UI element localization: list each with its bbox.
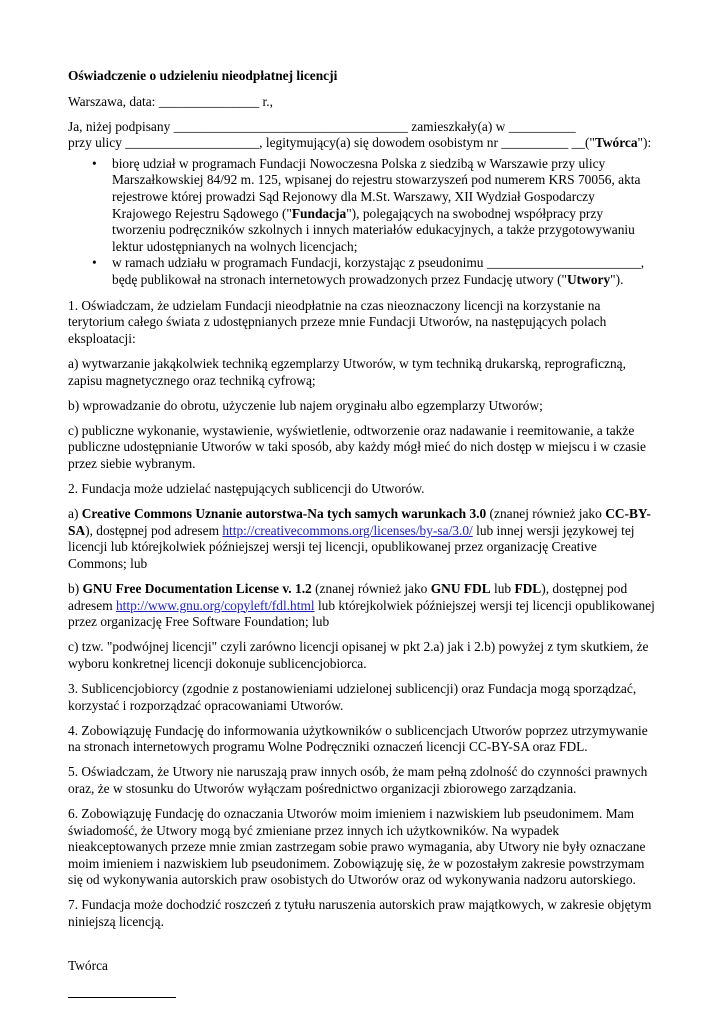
document-title: Oświadczenie o udzieleniu nieodpłatnej licencji [68,68,338,83]
signature-spacer [68,939,657,958]
section-3: 3. Sublicencjobiorcy (zgodnie z postanowieniami udzielonej sublicencji) oraz Fundacja mogą sporządzać, korzystać i rozporządzać opracowaniami Utworów. [68,680,637,713]
bullet-2-text-start: w ramach udziału w programach Fundacji, korzystając z pseudonimu _______________________, będę publikował na stronach internetowych prowadzonych przez Fundację utwory (" [112,255,645,288]
section-7: 7. Fundacja może dochodzić roszczeń z tytułu naruszenia autorskich praw majątkowych, w zakresie objętym niniejszą licencją. [68,897,652,930]
section-2b-text-1: (znanej również jako [311,580,431,596]
bullet-item-foundation [112,156,657,256]
section-2c: c) tzw. "podwójnej licencji" czyli zarówno licencji opisanej w pkt 2.a) jak i 2.b) powyżej z tym skutkiem, że wyboru konkretnej licencji dokonuje sublicencjobiorca. [68,639,649,671]
bullet-item-works [112,255,657,288]
creator-term: Twórca [594,135,638,151]
cc-license-link[interactable]: http://creativecommons.org/licenses/by-sa/3.0/ [222,522,473,538]
intro-line-1: Ja, niżej podpisany ___________________________________ zamieszkały(a) w __________ [68,118,576,134]
section-5: 5. Oświadczam, że Utwory nie naruszają praw innych osób, że mam pełną zdolność do czynności prawnych oraz, że w stosunku do Utworów wyłączam pośrednictwo organizacji zbiorowego zarządzania. [68,764,648,796]
section-2b-text-4: lub którejkolwiek późniejszej wersji tej licencji opublikowanej przez organizację Free Software Foundation; lub [68,597,655,630]
section-2a-text-3: lub innej wersji językowej tej licencji lub którejkolwiek późniejszej wersji tej licencji, opublikowanej przez organizację Creative Commons; lub [68,522,635,571]
section-6: 6. Zobowiązuję Fundację do oznaczania Utworów moim imieniem i nazwiskiem lub pseudonimem. Mam świadomość, że Utwory mogą być zmieniane przez innych ich użytkowników. Na wypadek nieakceptowanych przeze mnie zmian zastrzegam sobie prawo wymagania, aby Utwory nie były oznaczane moim imieniem i nazwiskiem lub pseudonimem. Zobowiązuję się, że w pozostałym zakresie powstrzymam się od wykonywania autorskich praw osobistych do Utworów oraz od wykonywania nadzoru autorskiego. [68,805,646,888]
signature-label: Twórca [68,958,108,974]
cc-license-name: Creative Commons Uznanie autorstwa-Na tych samych warunkach 3.0 [81,506,487,522]
intro-line-2-end: "): [637,135,652,151]
bullet-1-text-start: biorę udział w programach Fundacji Nowoczesna Polska z siedzibą w Warszawie przy ulicy Marszałkowskiej 84/92 m. 125, wpisanej do rejestru stowarzyszeń pod numerem KRS 70056, akta rejestrowe której prowadzi Sąd Rejonowy dla M.St. Warszawy, XII Wydział Gospodarczy Krajowego Rejestru Sądowego (" [112,155,641,221]
declaration-bullets [68,156,657,289]
bullet-1-text-end: "), polegających na swobodnej współpracy przy tworzeniu podręczników szkolnych i innych materiałów edukacyjnych, a także przygotowywaniu lektur udostępnianych na wolnych licencjach; [112,205,635,254]
cc-license-abbr: CC-BY-SA [68,506,651,538]
section-1c: c) publiczne wykonanie, wystawienie, wyświetlenie, odtworzenie oraz nadawanie i reemitowanie, a także publiczne udostępnianie Utworów w taki sposób, aby każdy mógł mieć do nich dostęp w miejscu i w czasie przez siebie wybranym. [68,422,646,471]
section-2b [68,581,657,631]
section-2a-prefix: a) [68,506,82,522]
date-line: Warszawa, data: _______________ r., [68,93,273,109]
section-2b-text-2: lub [490,580,515,596]
document-page [68,68,657,998]
section-2a [68,506,657,572]
section-1a: a) wytwarzanie jakąkolwiek techniką egzemplarzy Utworów, w tym techniką drukarską, reprograficzną, zapisu magnetycznego oraz techniką cyfrową; [68,355,626,388]
section-2a-text-1: (znanej również jako [486,506,606,522]
gfdl-license-name: GNU Free Documentation License v. 1.2 [82,580,312,596]
section-2a-text-2: ), dostępnej pod adresem [85,522,223,538]
intro-paragraph [68,119,657,152]
section-2b-text-3: ), dostępnej pod adresem [68,580,628,613]
section-4: 4. Zobowiązuję Fundację do informowania użytkowników o sublicencjach Utworów poprzez utrzymywanie na stronach internetowych programu Wolne Podręczniki oznaczeń licencji CC-BY-SA oraz FDL. [68,722,648,755]
section-1: 1. Oświadczam, że udzielam Fundacji nieodpłatnie na czas nieoznaczony licencji na korzystanie na terytorium całego świata z udostępnianych przeze mnie Fundacji Utworów, na następujących polach eksploatacji: [68,297,607,346]
intro-line-2: przy ulicy ____________________, legitymujący(a) się dowodem osobistym nr __________ __(" [68,135,595,151]
section-2b-prefix: b) [68,580,83,596]
section-1b: b) wprowadzanie do obrotu, użyczenie lub najem oryginału albo egzemplarzy Utworów; [68,397,543,413]
gfdl-abbr: GNU FDL [430,580,491,596]
signature-line [68,997,176,998]
section-2: 2. Fundacja może udzielać następujących sublicencji do Utworów. [68,480,425,496]
fdl-abbr: FDL [514,580,542,596]
bullet-2-text-end: "). [610,272,624,288]
gfdl-license-link[interactable]: http://www.gnu.org/copyleft/fdl.html [115,597,315,613]
foundation-term: Fundacja [291,205,347,221]
works-term: Utwory [567,272,611,288]
